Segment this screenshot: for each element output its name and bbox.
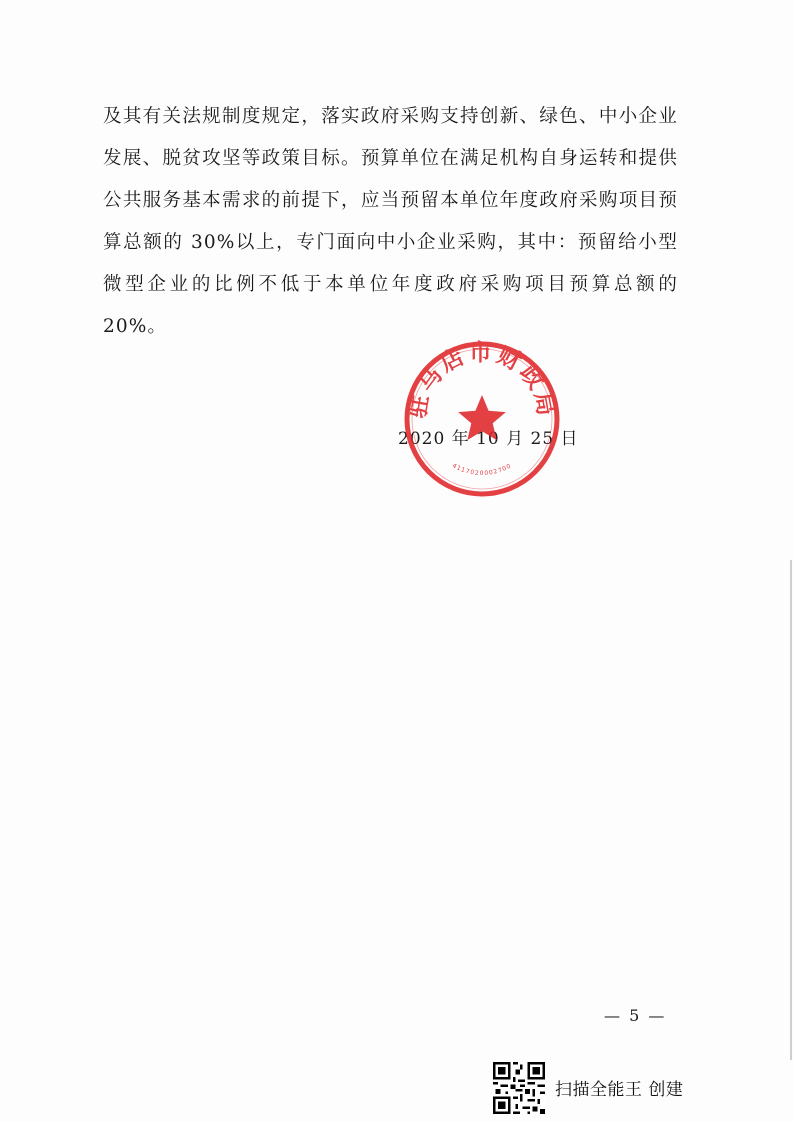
- seal-text: 驻马店市财政局: [403, 339, 561, 421]
- seal-star-icon: [458, 395, 506, 440]
- qr-code-icon: [493, 1062, 545, 1114]
- scanner-watermark: [493, 1060, 683, 1115]
- signing-date: 2020 年 10 月 25 日: [398, 429, 579, 449]
- official-seal-icon: [402, 339, 562, 499]
- svg-text:4117020002700: [451, 462, 513, 477]
- page-number: — 5 —: [604, 1006, 667, 1025]
- scanner-label: 扫描全能王 创建: [555, 1080, 684, 1100]
- scan-edge-line: [790, 560, 792, 1060]
- seal-code: 4117020002700: [451, 462, 513, 477]
- body-paragraph: 及其有关法规制度规定，落实政府采购支持创新、绿色、中小企业发展、脱贫攻坚等政策目标。预算单位在满足机构自身运转和提供公共服务基本需求的前提下，应当预留本单位年度政府采购项目预算总额的 30%以上，专门面向中小企业采购，其中：预留给小型微型企业的比例不低于本单位年度政府采购项目预算总额的 20%。: [103, 106, 678, 337]
